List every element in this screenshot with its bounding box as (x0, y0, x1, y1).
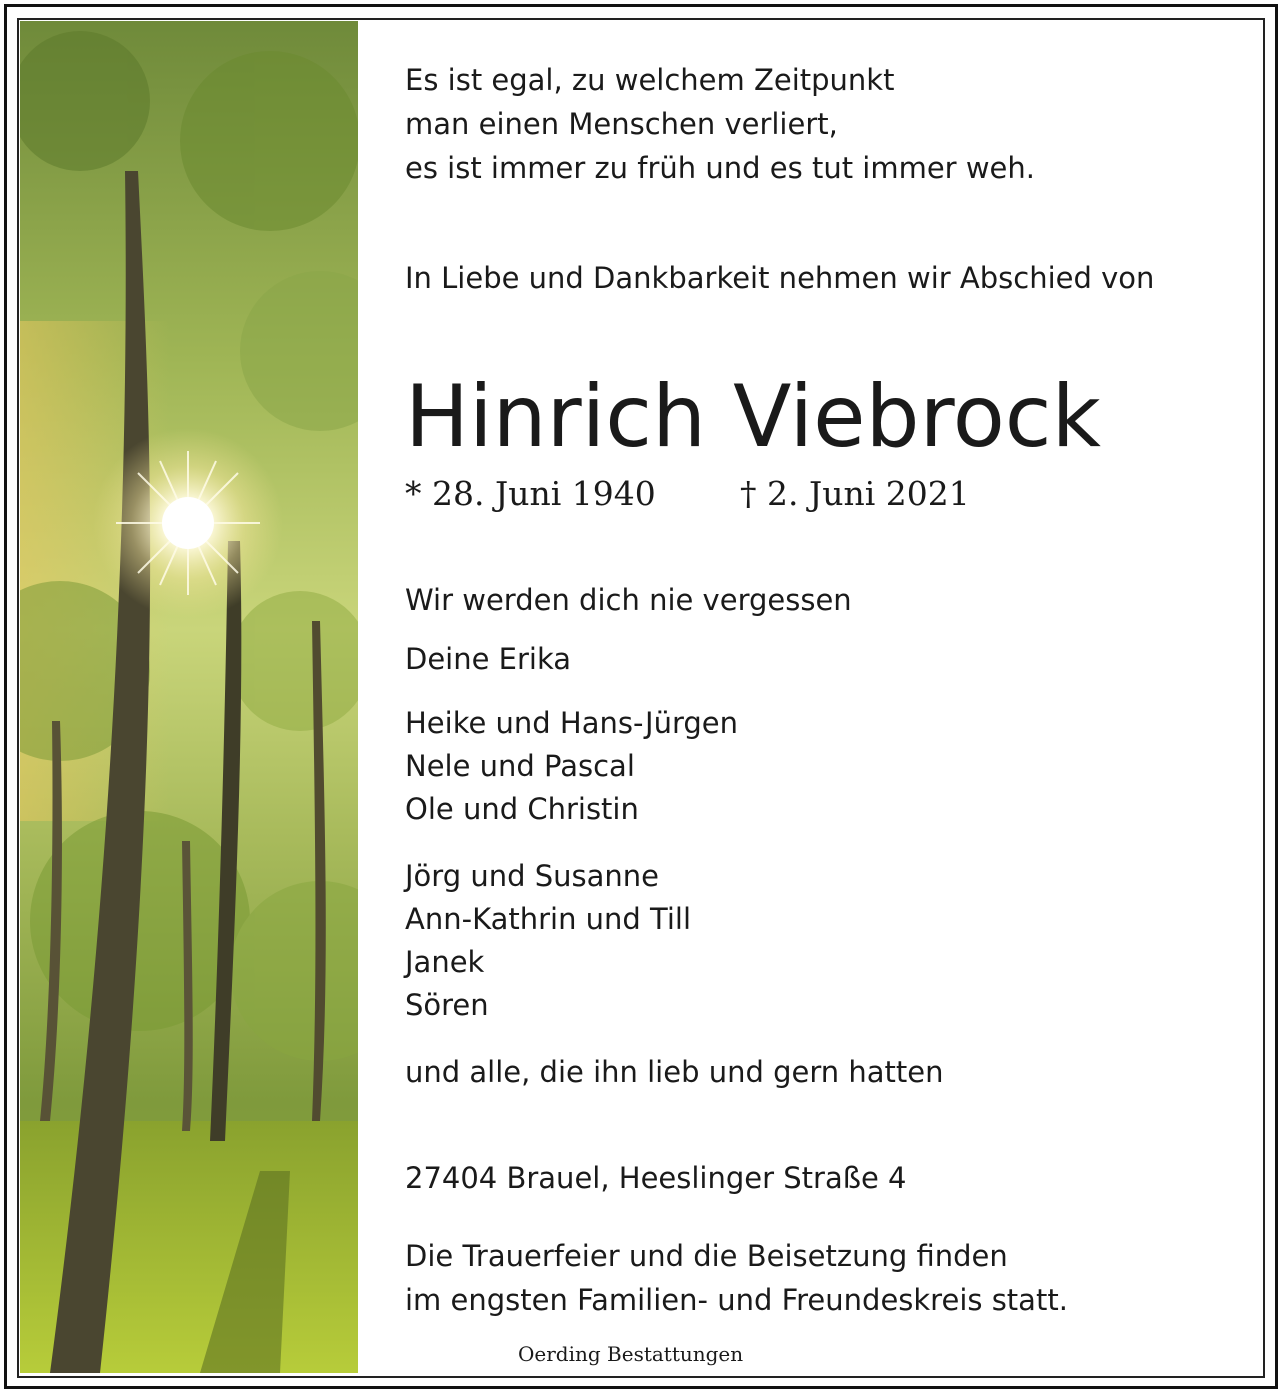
signature-line: Janek (405, 945, 485, 979)
forest-sunlight-photo (20, 21, 358, 1373)
signature-line: Jörg und Susanne (405, 859, 659, 893)
ceremony-note-line: im engsten Familien- und Freundeskreis statt. (405, 1283, 1068, 1317)
ceremony-note-line: Die Trauerfeier und die Beisetzung finden (405, 1239, 1008, 1273)
signature-spouse: Deine Erika (405, 642, 572, 676)
signature-line: Ann-Kathrin und Till (405, 902, 692, 936)
death-date: † 2. Juni 2021 (740, 474, 970, 513)
birth-date: * 28. Juni 1940 (405, 474, 656, 513)
poem-line: Es ist egal, zu welchem Zeitpunkt (405, 63, 895, 97)
poem-line: man einen Menschen verliert, (405, 107, 838, 141)
deceased-name: Hinrich Viebrock (405, 367, 1101, 467)
signature-line: Ole und Christin (405, 792, 639, 826)
poem-line: es ist immer zu früh und es tut immer weh. (405, 151, 1035, 185)
ceremony-note (405, 1234, 1068, 1322)
undertaker-credit: Oerding Bestattungen (518, 1342, 744, 1366)
family-address: 27404 Brauel, Heeslinger Straße 4 (405, 1161, 907, 1195)
farewell-line: Wir werden dich nie vergessen (405, 583, 852, 617)
signature-line: Heike und Hans-Jürgen (405, 706, 739, 740)
poem-block (405, 58, 1035, 190)
signature-closing: und alle, die ihn lieb und gern hatten (405, 1055, 944, 1089)
signature-line: Sören (405, 988, 489, 1022)
intro-text: In Liebe und Dankbarkeit nehmen wir Abschied von (405, 261, 1155, 295)
signature-group-1 (405, 702, 738, 831)
signature-group-2 (405, 855, 691, 1027)
signature-line: Nele und Pascal (405, 749, 635, 783)
